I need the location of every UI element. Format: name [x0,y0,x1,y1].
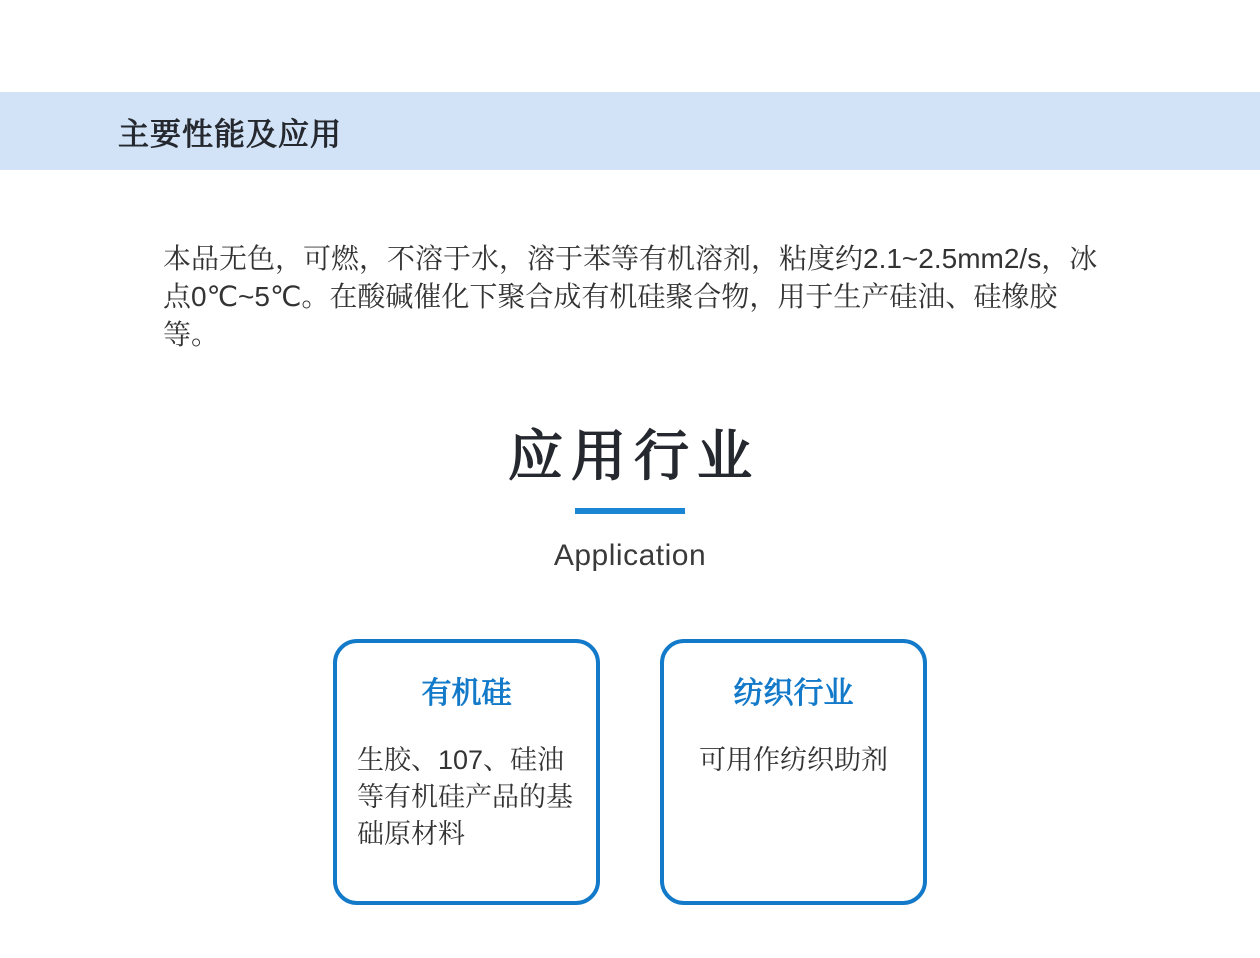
application-section [0,425,1260,905]
section-header-band [0,92,1260,170]
application-cards [0,639,1260,905]
product-description: 本品无色，可燃，不溶于水，溶于苯等有机溶剂，粘度约2.1~2.5mm2/s，冰点0℃~5℃。在酸碱催化下聚合成有机硅聚合物，用于生产硅油、硅橡胶等。 [163,243,1098,350]
application-card-organosilicon [333,639,600,905]
application-title: 应用行业 [507,425,760,487]
card-title: 纺织行业 [733,677,854,710]
card-title: 有机硅 [421,677,512,710]
card-body: 可用作纺织助剂 [699,745,888,775]
title-underline [575,508,685,514]
application-card-textile [660,639,927,905]
section-title: 主要性能及应用 [118,116,342,152]
application-subtitle: Application [553,539,707,572]
card-body: 生胶、107、硅油等有机硅产品的基础原材料 [357,745,573,849]
